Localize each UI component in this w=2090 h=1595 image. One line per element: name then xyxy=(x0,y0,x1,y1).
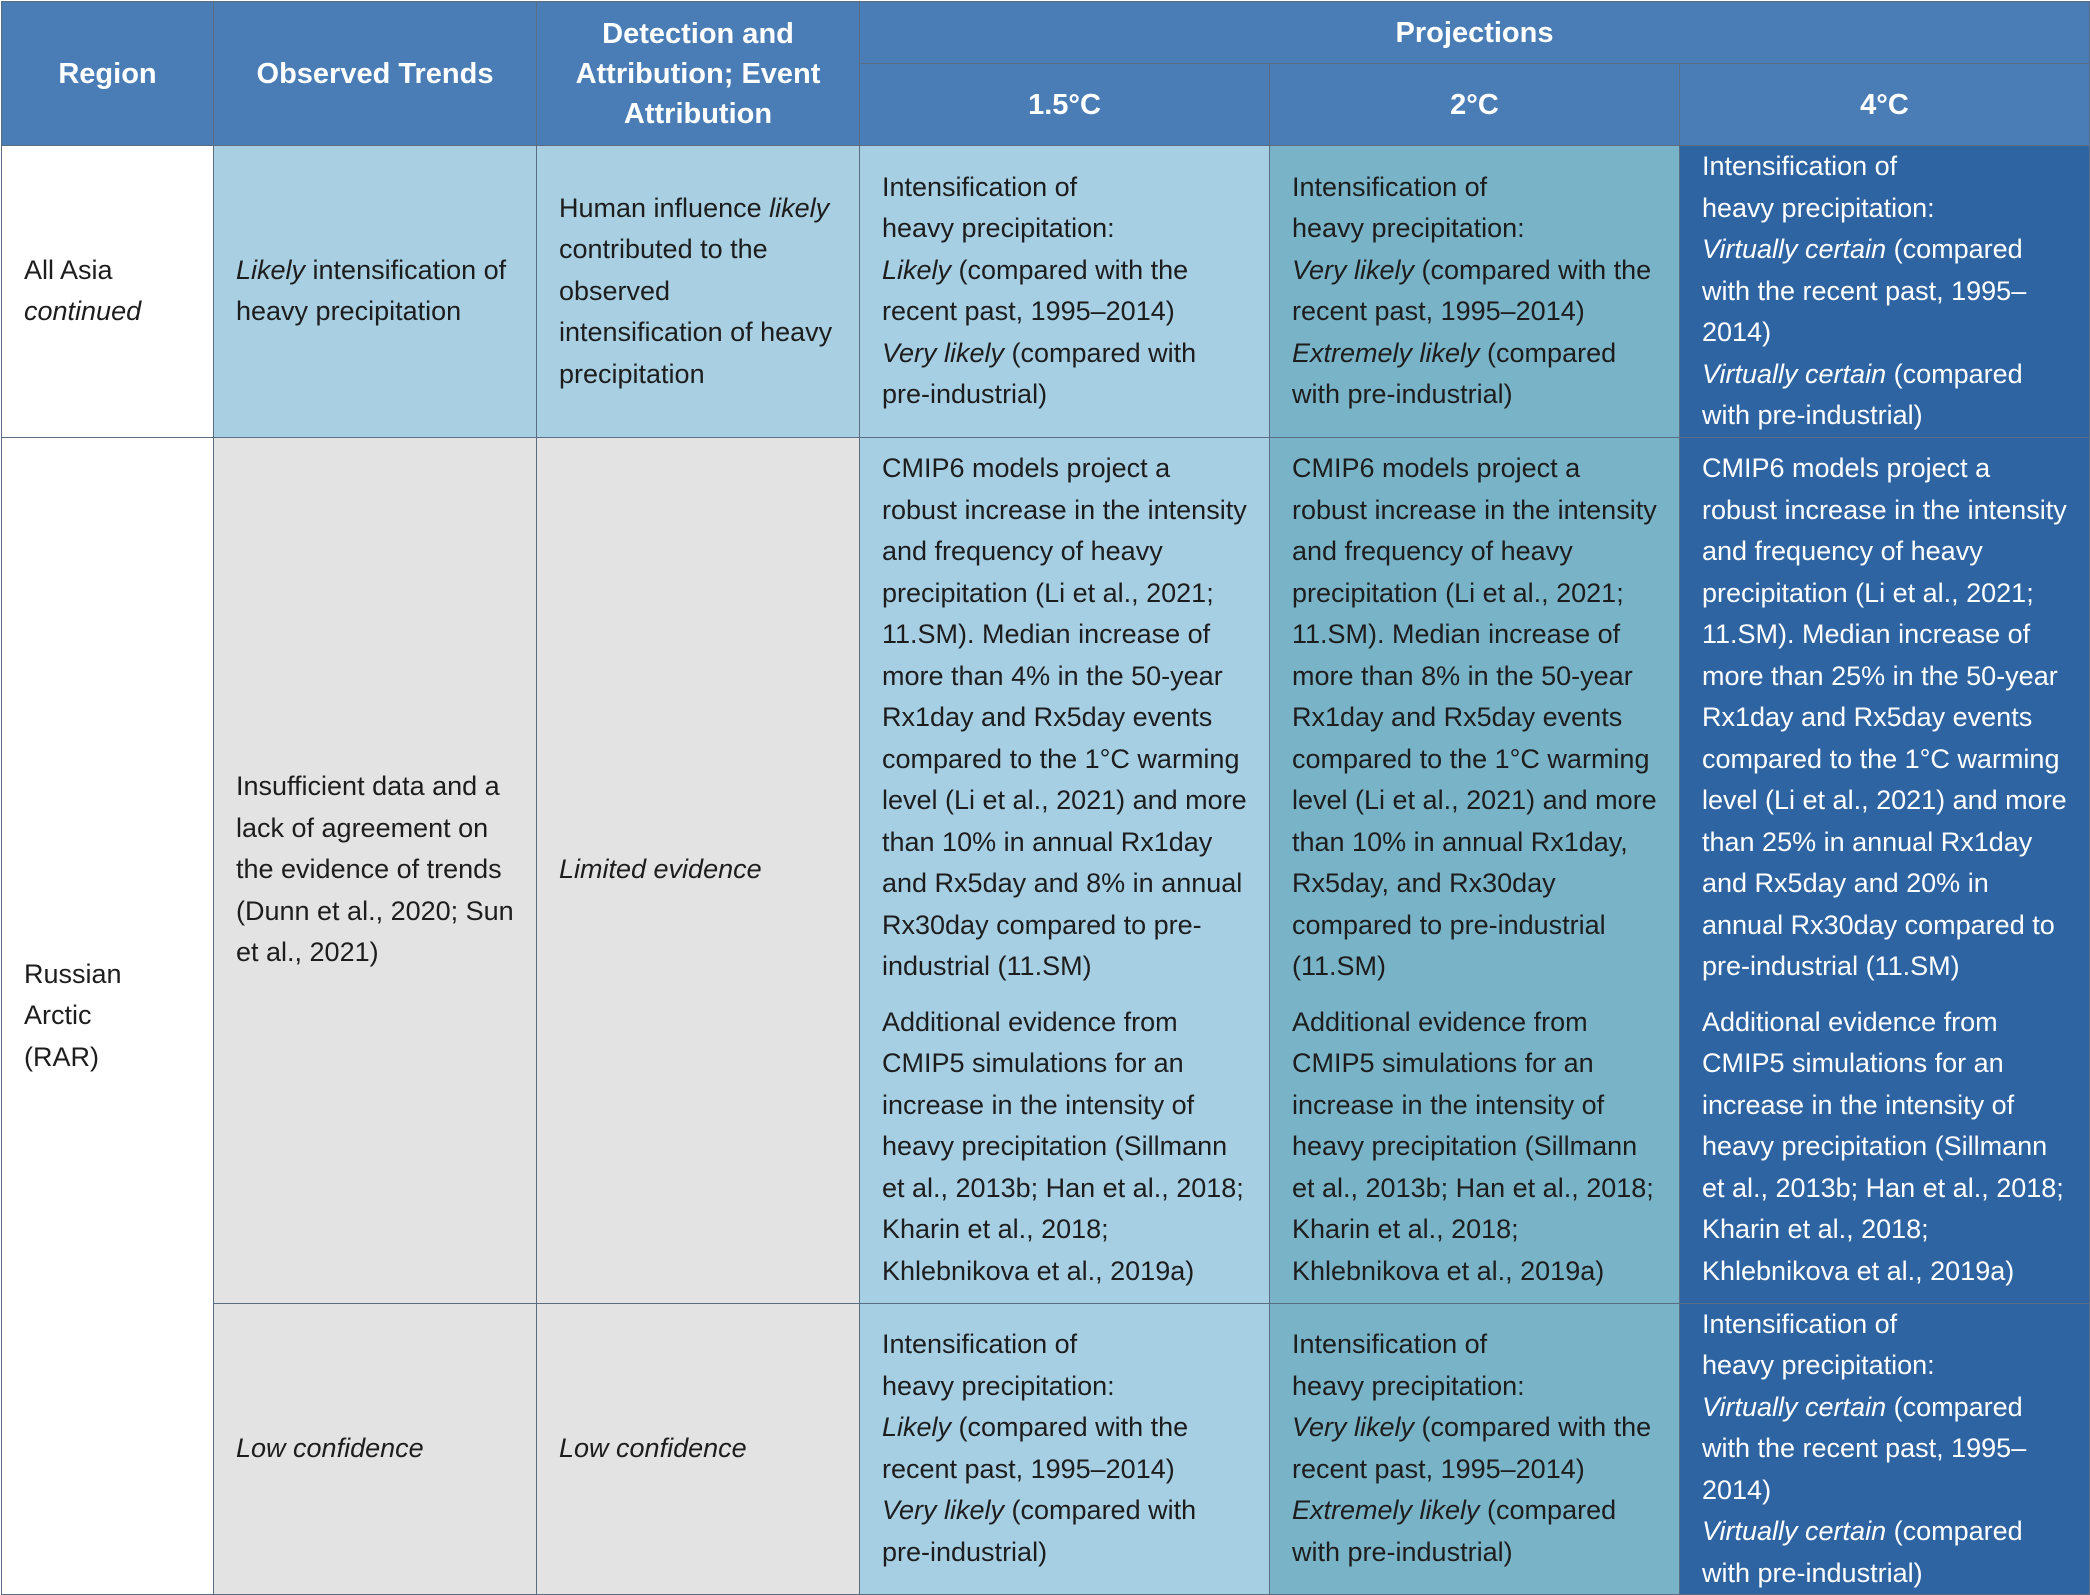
cell-1-5c-russian-arctic: CMIP6 models project a robust increase in the intensity and frequency of heavy precipitation (Li et al., 2021; 11.SM). Median increase of more than 4% in the 50-year Rx1day and Rx5day events compared to the 1°C warming level (Li et al., 2021) and more than 10% in annual Rx1day and Rx5day and 8% in annual Rx30day compared to pre-industrial (11.SM) Additional evidence from CMIP5 simulations for an increase in the intensity of heavy precipitation (Sillmann et al., 2013b; Han et al., 2018; Kharin et al., 2018; Khlebnikova et al., 2019a) xyxy=(860,437,1270,1303)
header-detection-attribution: Detection and Attribution; Event Attribution xyxy=(537,2,860,146)
cell-observed-russian-arctic-2: Low confidence xyxy=(214,1303,537,1595)
header-projections: Projections xyxy=(860,2,2090,64)
table-row-russian-arctic xyxy=(2,437,2090,1303)
region-name: All Asia xyxy=(24,254,113,285)
cell-2c-russian-arctic: CMIP6 models project a robust increase in the intensity and frequency of heavy precipitation (Li et al., 2021; 11.SM). Median increase of more than 8% in the 50-year Rx1day and Rx5day events compared to the 1°C warming level (Li et al., 2021) and more than 10% in annual Rx1day, Rx5day, and Rx30day compared to pre-industrial (11.SM) Additional evidence from CMIP5 simulations for an increase in the intensity of heavy precipitation (Sillmann et al., 2013b; Han et al., 2018; Kharin et al., 2018; Khlebnikova et al., 2019a) xyxy=(1270,437,1680,1303)
header-observed-trends: Observed Trends xyxy=(214,2,537,146)
cell-4c-russian-arctic-2: Intensification of heavy precipitation: Virtually certain (compared with the recent past, 1995–2014) Virtually certain (compared with pre-industrial) xyxy=(1680,1303,2090,1595)
cell-region-all-asia xyxy=(2,146,214,438)
cell-detection-russian-arctic: Limited evidence xyxy=(537,437,860,1303)
header-4c: 4°C xyxy=(1680,64,2090,146)
cell-observed-all-asia: Likely intensification of heavy precipitation xyxy=(214,146,537,438)
cell-4c-all-asia: Intensification of heavy precipitation: Virtually certain (compared with the recent past, 1995–2014) Virtually certain (compared with pre-industrial) xyxy=(1680,146,2090,438)
cell-1-5c-all-asia: Intensification of heavy precipitation: Likely (compared with the recent past, 1995–2014) Very likely (compared with pre-industrial) xyxy=(860,146,1270,438)
header-2c: 2°C xyxy=(1270,64,1680,146)
cell-2c-russian-arctic-2: Intensification of heavy precipitation: Very likely (compared with the recent past, 1995–2014) Extremely likely (compared with pre-industrial) xyxy=(1270,1303,1680,1595)
region-name: Russian Arctic xyxy=(24,958,122,1030)
cell-detection-russian-arctic-2: Low confidence xyxy=(537,1303,860,1595)
table-row-all-asia xyxy=(2,146,2090,438)
cell-2c-all-asia: Intensification of heavy precipitation: Very likely (compared with the recent past, 1995–2014) Extremely likely (compared with pre-industrial) xyxy=(1270,146,1680,438)
table-row-russian-arctic-low-confidence xyxy=(2,1303,2090,1595)
cell-1-5c-russian-arctic-2: Intensification of heavy precipitation: Likely (compared with the recent past, 1995–2014) Very likely (compared with pre-industrial) xyxy=(860,1303,1270,1595)
header-region: Region xyxy=(2,2,214,146)
cell-region-russian-arctic xyxy=(2,437,214,1595)
cell-detection-all-asia: Human influence likely contributed to the observed intensification of heavy precipitation xyxy=(537,146,860,438)
region-code: (RAR) xyxy=(24,1041,99,1072)
region-note: continued xyxy=(24,296,142,327)
cell-observed-russian-arctic: Insufficient data and a lack of agreement on the evidence of trends (Dunn et al., 2020; Sun et al., 2021) xyxy=(214,437,537,1303)
assessment-table xyxy=(1,1,2090,1595)
header-1-5c: 1.5°C xyxy=(860,64,1270,146)
cell-4c-russian-arctic: CMIP6 models project a robust increase in the intensity and frequency of heavy precipitation (Li et al., 2021; 11.SM). Median increase of more than 25% in the 50-year Rx1day and Rx5day events compared to the 1°C warming level (Li et al., 2021) and more than 25% in annual Rx1day and Rx5day and 20% in annual Rx30day compared to pre-industrial (11.SM) Additional evidence from CMIP5 simulations for an increase in the intensity of heavy precipitation (Sillmann et al., 2013b; Han et al., 2018; Kharin et al., 2018; Khlebnikova et al., 2019a) xyxy=(1680,437,2090,1303)
